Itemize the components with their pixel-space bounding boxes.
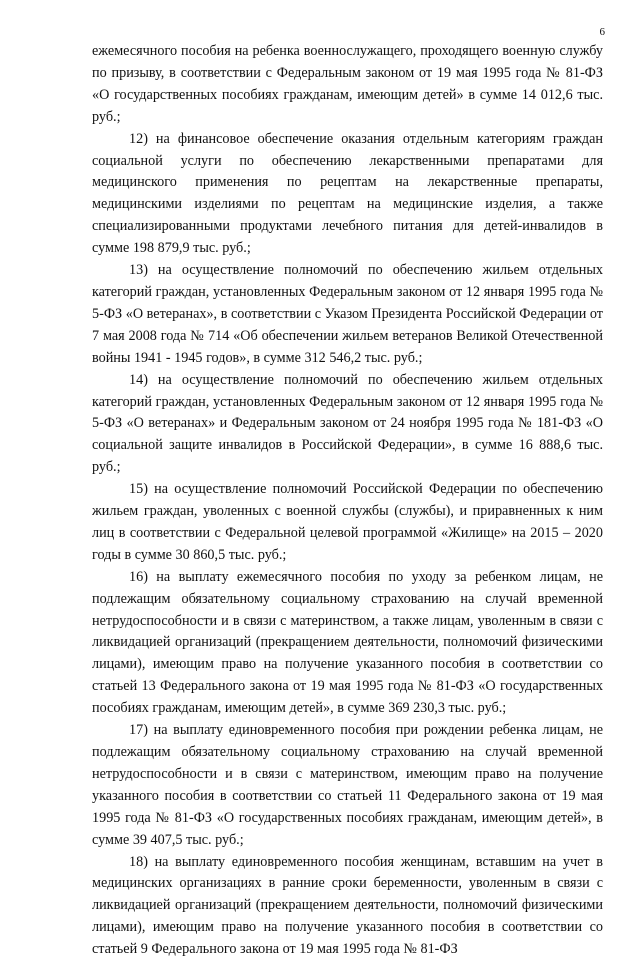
- paragraph-item-16: 16) на выплату ежемесячного пособия по уходу за ребенком лицам, не подлежащим обязательному социальному страхованию на случай временной нетрудоспособности и в связи с материнством, а также лицам, уволенным в связи с ликвидацией организаций (прекращением деятельности, полномочий физическими лицами), имеющим право на получение указанного пособия в соответствии со статьей 13 Федерального закона от 19 мая 1995 года № 81-ФЗ «О государственных пособиях гражданам, имеющим детей», в сумме 369 230,3 тыс. руб.;: [92, 568, 603, 717]
- paragraph-item-14: 14) на осуществление полномочий по обеспечению жильем отдельных категорий граждан, установленных Федеральным законом от 12 января 1995 года № 5-ФЗ «О ветеранах» и Федеральным законом от 24 ноября 1995 года № 181-ФЗ «О социальной защите инвалидов в Российской Федерации», в сумме 16 888,6 тыс. руб.;: [92, 371, 603, 476]
- paragraph-continuation: ежемесячного пособия на ребенка военнослужащего, проходящего военную службу по призыву, в соответствии с Федеральным законом от 19 мая 1995 года № 81-ФЗ «О государственных пособиях гражданам, имеющим детей» в сумме 14 012,6 тыс. руб.;: [92, 43, 603, 125]
- page-number: 6: [599, 26, 605, 38]
- paragraph-item-18: 18) на выплату единовременного пособия женщинам, вставшим на учет в медицинских организациях в ранние сроки беременности, уволенным в связи с ликвидацией организаций (прекращением деятельности, полномочий физическими лицами), имеющим право на получение указанного пособия в соответствии со статьей 9 Федерального закона от 19 мая 1995 года № 81-ФЗ: [92, 853, 603, 958]
- document-body: [92, 41, 603, 961]
- paragraph-item-17: 17) на выплату единовременного пособия при рождении ребенка лицам, не подлежащим обязательному социальному страхованию на случай временной нетрудоспособности и в связи с материнством, имеющим право на получение указанного пособия в соответствии со статьей 11 Федерального закона от 19 мая 1995 года № 81-ФЗ «О государственных пособиях гражданам, имеющим детей», в сумме 39 407,5 тыс. руб.;: [92, 722, 603, 848]
- paragraph-item-15: 15) на осуществление полномочий Российской Федерации по обеспечению жильем граждан, уволенных с военной службы (службы), и приравненных к ним лиц в соответствии с Федеральной целевой программой «Жилище» на 2015 – 2020 годы в сумме 30 860,5 тыс. руб.;: [92, 481, 603, 563]
- paragraph-item-13: 13) на осуществление полномочий по обеспечению жильем отдельных категорий граждан, установленных Федеральным законом от 12 января 1995 года № 5-ФЗ «О ветеранах», в соответствии с Указом Президента Российской Федерации от 7 мая 2008 года № 714 «Об обеспечении жильем ветеранов Великой Отечественной войны 1941 - 1945 годов», в сумме 312 546,2 тыс. руб.;: [92, 262, 603, 366]
- paragraph-item-12: 12) на финансовое обеспечение оказания отдельным категориям граждан социальной услуги по обеспечению лекарственными препаратами для медицинского применения по рецептам на лекарственные препараты, медицинскими изделиями по рецептам на медицинские изделия, а также специализированными продуктами лечебного питания для детей-инвалидов в сумме 198 879,9 тыс. руб.;: [92, 130, 603, 257]
